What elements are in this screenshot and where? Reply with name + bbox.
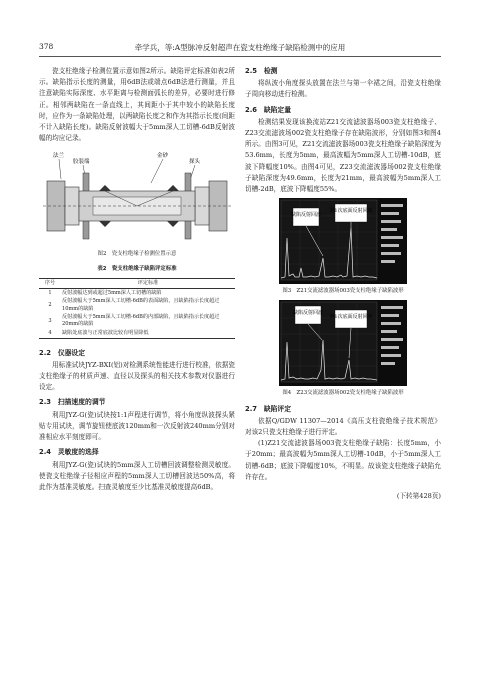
section-2-4-text: 利用JYZ-G(瓷)试块的5mm深人工切槽回波调整检测灵敏度。使瓷支柱绝缘子径相应声程的5mm深人工切槽回波达50%高，将此作为基准灵敏度。扫查灵敏度至少比基准灵敏度提高6dB。	[39, 460, 235, 491]
right-column	[245, 66, 441, 502]
section-2-5-text: 将纵波小角度探头放置在法兰与第一伞裙之间，沿瓷支柱绝缘子周向移动进行检测。	[245, 79, 441, 99]
section-2-4-title: 2.4 灵敏度的选择	[39, 448, 99, 457]
running-title: 牵学兵，等:A型脉冲反射超声在瓷支柱绝缘子缺陷检测中的应用	[134, 43, 346, 52]
section-2-3-text: 利用JYZ-G(瓷)试块按1:1声程进行调节，将小角度纵波探头紧贴专用试块，调节旋钮使底波120mm和一次反射波240mm分别对准相应水平刻度即可。	[39, 410, 235, 442]
insulator-diagram	[39, 147, 235, 247]
figure-3-bottom-label: 第1次底面反射回波	[329, 208, 373, 215]
section-2-7-text-1: 依据Q/GDW 11307—2014《高压支柱瓷绝缘子技术规范》对该2只瓷支柱绝缘子进行评定。	[245, 416, 441, 437]
figure-4-waveform	[279, 300, 407, 386]
figure-2	[39, 147, 235, 247]
intro-paragraph: 瓷支柱绝缘子检测位置示意如图2所示。缺陷评定标准如表2所示。缺陷指示长度的测量，用6dB法或端点6dB法进行测量，并且注意缺陷实际深度、水平距离与检测面弧长的差异，必要时进行修正。相邻两缺陷在一条直线上，其间距小于其中较小的缺陷长度时，应作为一条缺陷处理，以两缺陷长度之和作为其指示长度(间距不计入缺陷长度)。缺陷反射波幅大于5mm深人工切槽-6dB反射波幅的均应记录。	[39, 67, 235, 143]
section-2-2-text: 用标准试块JYZ-BXⅠ(铝)对检测系统性能进行进行校准，依据瓷支柱绝缘子的材质声速、直径以及探头的相关技术参数对仪器进行设定。	[39, 360, 235, 392]
figure-3-waveform	[279, 198, 407, 284]
label-cement-end: 胶装端	[73, 159, 90, 166]
section-2-2-title: 2.2 仪器设定	[39, 348, 86, 357]
table-header-no: 序号	[39, 278, 61, 288]
section-2-3-title: 2.3 扫描速度的调节	[39, 398, 106, 407]
left-column	[39, 66, 235, 493]
page-number: 378	[39, 42, 54, 51]
figure-2-caption: 图2 瓷支柱绝缘子检测位置示意	[97, 251, 177, 258]
table-row: 3 反射波幅大于5mm深人工切槽-6dB的内部缺陷，且缺陷指示长度超过20mm的缺陷	[48, 313, 220, 328]
table-row: 4 缺陷处底波与正常底波比较有明显降低	[39, 329, 235, 338]
figure-4-defect-label: 缺陷反射回波	[292, 310, 324, 317]
table-2	[39, 278, 235, 339]
section-2-5-title: 2.5 检测	[245, 67, 278, 75]
label-probe: 探头	[189, 159, 201, 166]
section-2-7-text-2: (1)Z21交流滤波器场003瓷支柱绝缘子缺陷：长度5mm，小于20mm；最高波幅为5mm深人工切槽-10dB，小于5mm深人工切槽-6dB；底波下降幅度10%，不明显。故该瓷支柱绝缘子缺陷允许存在。	[245, 439, 441, 481]
page-header	[39, 42, 441, 57]
section-2-6-title: 2.6 缺陷定量	[245, 105, 292, 114]
label-flange: 法兰	[53, 153, 65, 160]
figure-3-defect-label: 缺陷反射回波	[290, 212, 322, 219]
section-2-7-title: 2.7 缺陷评定	[245, 404, 292, 413]
label-sand: 金砂	[157, 153, 169, 160]
table-row: 2 反射波幅大于5mm深人工切槽-6dB的表面缺陷，且缺陷指示长度超过10mm的缺陷	[48, 298, 220, 312]
table-row: 1 反射波幅达到或超过5mm深人工切槽的缺陷	[48, 289, 162, 296]
continued-note: (下转第428页)	[396, 492, 441, 501]
figure-4-bottom-label: 第1次底面反射回波	[329, 314, 373, 321]
section-2-6-text: 检测结果发现该换流站Z21交流滤波器场003瓷支柱绝缘子、Z23交流滤波场002瓷支柱绝缘子存在缺陷波形，分别如图3和图4所示。由图3可见，Z21交流滤波器场003瓷支柱绝缘子缺陷深度为53.6mm，长度为5mm，最高波幅为5mm深人工切槽-10dB，底波下降幅度10%。由图4可见，Z23交流滤波器场002瓷支柱绝缘子缺陷深度为49.6mm，长度为21mm，最高波幅为5mm深人工切槽-2dB，底波下降幅度55%。	[245, 117, 441, 194]
table-2-caption: 表2 瓷支柱绝缘子缺陷评定标准	[97, 265, 177, 272]
table-header-criteria: 评定标准	[61, 278, 235, 288]
figure-4-caption: 图4 Z23交流滤波器场002瓷支柱绝缘子缺陷波形	[282, 390, 404, 397]
figure-3-caption: 图3 Z21交流滤波器场003瓷支柱绝缘子缺陷波形	[282, 288, 404, 295]
